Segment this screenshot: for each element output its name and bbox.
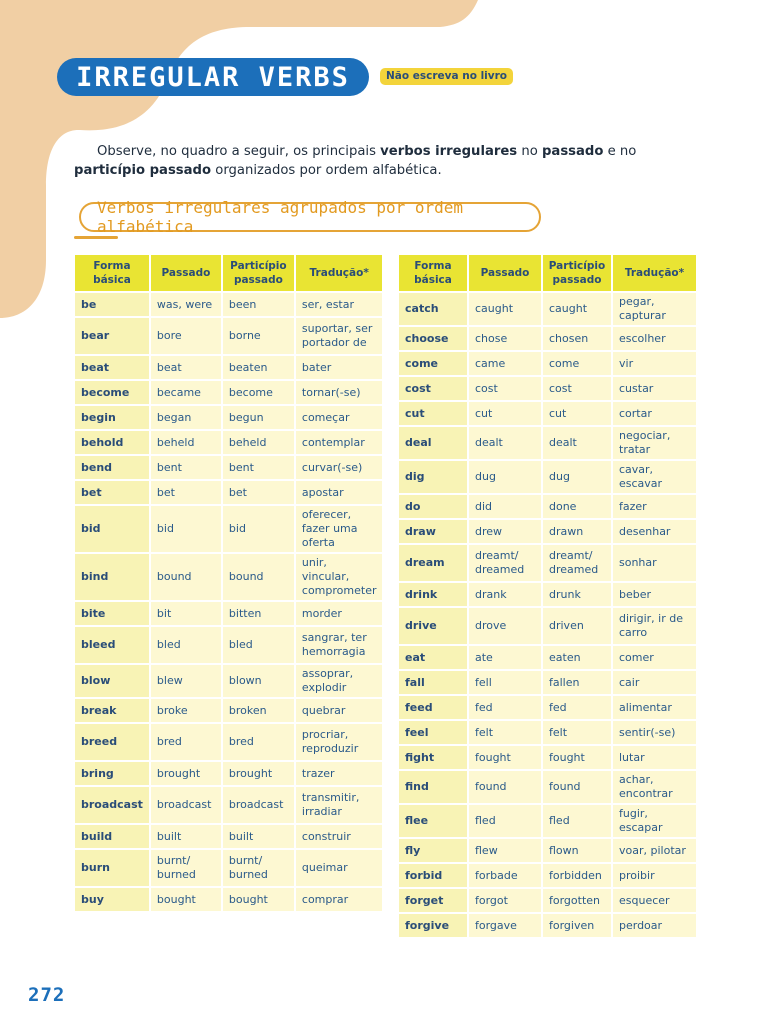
table-row — [75, 627, 382, 663]
base-form-cell: dig — [399, 461, 467, 493]
translation-cell: sentir(-se) — [613, 721, 696, 744]
participle-cell: beaten — [223, 356, 294, 379]
translation-cell: ser, estar — [296, 293, 383, 316]
base-form-cell: eat — [399, 646, 467, 669]
participle-cell: forbidden — [543, 864, 611, 887]
participle-cell: burnt/ burned — [223, 850, 294, 886]
table-row — [399, 746, 696, 769]
translation-cell: negociar, tratar — [613, 427, 696, 459]
past-cell: bore — [151, 318, 221, 354]
past-cell: fed — [469, 696, 541, 719]
participle-cell: bid — [223, 506, 294, 552]
base-form-cell: build — [75, 825, 149, 848]
base-form-cell: fly — [399, 839, 467, 862]
participle-cell: fought — [543, 746, 611, 769]
translation-cell: dirigir, ir de carro — [613, 608, 696, 644]
past-cell: dealt — [469, 427, 541, 459]
participle-cell: bent — [223, 456, 294, 479]
participle-cell: dug — [543, 461, 611, 493]
table-row — [399, 545, 696, 581]
past-cell: fell — [469, 671, 541, 694]
base-form-cell: cost — [399, 377, 467, 400]
translation-cell: apostar — [296, 481, 383, 504]
base-form-cell: beat — [75, 356, 149, 379]
table-row — [75, 406, 382, 429]
table-row — [399, 520, 696, 543]
translation-cell: queimar — [296, 850, 383, 886]
participle-cell: cut — [543, 402, 611, 425]
table-header-row — [75, 255, 382, 291]
translation-cell: construir — [296, 825, 383, 848]
base-form-cell: break — [75, 699, 149, 722]
participle-cell: built — [223, 825, 294, 848]
table-row — [75, 699, 382, 722]
table-row — [399, 646, 696, 669]
base-form-cell: feel — [399, 721, 467, 744]
participle-cell: fallen — [543, 671, 611, 694]
past-cell: beat — [151, 356, 221, 379]
translation-cell: bater — [296, 356, 383, 379]
participle-cell: found — [543, 771, 611, 803]
base-form-cell: behold — [75, 431, 149, 454]
past-cell: chose — [469, 327, 541, 350]
translation-cell: contemplar — [296, 431, 383, 454]
base-form-cell: bite — [75, 602, 149, 625]
base-form-cell: deal — [399, 427, 467, 459]
translation-cell: achar, encontrar — [613, 771, 696, 803]
base-form-cell: do — [399, 495, 467, 518]
past-cell: bled — [151, 627, 221, 663]
participle-cell: blown — [223, 665, 294, 697]
past-cell: did — [469, 495, 541, 518]
base-form-cell: catch — [399, 293, 467, 325]
base-form-cell: broadcast — [75, 787, 149, 823]
participle-cell: driven — [543, 608, 611, 644]
base-form-cell: forbid — [399, 864, 467, 887]
base-form-cell: bring — [75, 762, 149, 785]
past-cell: built — [151, 825, 221, 848]
base-form-cell: feed — [399, 696, 467, 719]
base-form-cell: breed — [75, 724, 149, 760]
table-row — [75, 456, 382, 479]
table-row — [75, 506, 382, 552]
table-row — [399, 608, 696, 644]
base-form-cell: bear — [75, 318, 149, 354]
participle-cell: dealt — [543, 427, 611, 459]
table-row — [75, 318, 382, 354]
past-cell: found — [469, 771, 541, 803]
table-row — [399, 327, 696, 350]
table-row — [399, 377, 696, 400]
past-cell: fled — [469, 805, 541, 837]
participle-cell: drawn — [543, 520, 611, 543]
past-cell: was, were — [151, 293, 221, 316]
table-row — [75, 665, 382, 697]
translation-cell: esquecer — [613, 889, 696, 912]
base-form-cell: draw — [399, 520, 467, 543]
past-cell: caught — [469, 293, 541, 325]
translation-cell: transmitir, irradiar — [296, 787, 383, 823]
translation-cell: começar — [296, 406, 383, 429]
translation-cell: morder — [296, 602, 383, 625]
translation-cell: alimentar — [613, 696, 696, 719]
past-cell: flew — [469, 839, 541, 862]
participle-cell: drunk — [543, 583, 611, 606]
participle-cell: chosen — [543, 327, 611, 350]
past-cell: bred — [151, 724, 221, 760]
translation-cell: cortar — [613, 402, 696, 425]
translation-cell: proibir — [613, 864, 696, 887]
translation-cell: suportar, ser portador de — [296, 318, 383, 354]
translation-cell: curvar(-se) — [296, 456, 383, 479]
participle-cell: beheld — [223, 431, 294, 454]
participle-cell: borne — [223, 318, 294, 354]
base-form-cell: burn — [75, 850, 149, 886]
participle-cell: dreamt/ dreamed — [543, 545, 611, 581]
table-row — [75, 724, 382, 760]
table-row — [75, 825, 382, 848]
table-header-row — [399, 255, 696, 291]
table-row — [399, 352, 696, 375]
table-row — [75, 356, 382, 379]
table-row — [399, 402, 696, 425]
table-row — [399, 889, 696, 912]
base-form-cell: drink — [399, 583, 467, 606]
participle-cell: become — [223, 381, 294, 404]
translation-cell: comprar — [296, 888, 383, 911]
col-header-base-form: Forma básica — [399, 255, 467, 291]
table-row — [399, 495, 696, 518]
participle-cell: felt — [543, 721, 611, 744]
col-header-past: Passado — [469, 255, 541, 291]
col-header-base-form: Forma básica — [75, 255, 149, 291]
table-row — [399, 671, 696, 694]
translation-cell: trazer — [296, 762, 383, 785]
intro-paragraph: Observe, no quadro a seguir, os principais verbos irregulares no passado e no particípio passado organizados por ordem alfabética. — [74, 144, 637, 178]
participle-cell: forgiven — [543, 914, 611, 937]
past-cell: began — [151, 406, 221, 429]
past-cell: drew — [469, 520, 541, 543]
past-cell: bought — [151, 888, 221, 911]
table-row — [399, 427, 696, 459]
past-cell: brought — [151, 762, 221, 785]
participle-cell: bound — [223, 554, 294, 600]
base-form-cell: flee — [399, 805, 467, 837]
col-header-translation: Tradução* — [296, 255, 383, 291]
page-title: IRREGULAR VERBS — [57, 58, 369, 96]
participle-cell: come — [543, 352, 611, 375]
base-form-cell: bid — [75, 506, 149, 552]
base-form-cell: bet — [75, 481, 149, 504]
translation-cell: oferecer, fazer uma oferta — [296, 506, 383, 552]
page-number: 272 — [28, 984, 66, 1006]
base-form-cell: choose — [399, 327, 467, 350]
participle-cell: broken — [223, 699, 294, 722]
translation-cell: beber — [613, 583, 696, 606]
past-cell: became — [151, 381, 221, 404]
table-row — [399, 839, 696, 862]
col-header-translation: Tradução* — [613, 255, 696, 291]
base-form-cell: dream — [399, 545, 467, 581]
base-form-cell: fight — [399, 746, 467, 769]
table-row — [75, 888, 382, 911]
base-form-cell: drive — [399, 608, 467, 644]
participle-cell: caught — [543, 293, 611, 325]
base-form-cell: be — [75, 293, 149, 316]
table-row — [399, 864, 696, 887]
past-cell: burnt/ burned — [151, 850, 221, 886]
translation-cell: custar — [613, 377, 696, 400]
past-cell: broadcast — [151, 787, 221, 823]
col-header-past: Passado — [151, 255, 221, 291]
participle-cell: fled — [543, 805, 611, 837]
past-cell: broke — [151, 699, 221, 722]
past-cell: forbade — [469, 864, 541, 887]
participle-cell: broadcast — [223, 787, 294, 823]
past-cell: bet — [151, 481, 221, 504]
translation-cell: fugir, escapar — [613, 805, 696, 837]
table-row — [399, 805, 696, 837]
translation-cell: quebrar — [296, 699, 383, 722]
participle-cell: begun — [223, 406, 294, 429]
table-row — [75, 431, 382, 454]
participle-cell: bought — [223, 888, 294, 911]
table-row — [399, 721, 696, 744]
past-cell: forgave — [469, 914, 541, 937]
col-header-participle: Particípio passado — [543, 255, 611, 291]
translation-cell: tornar(-se) — [296, 381, 383, 404]
participle-cell: flown — [543, 839, 611, 862]
past-cell: cut — [469, 402, 541, 425]
base-form-cell: bend — [75, 456, 149, 479]
base-form-cell: bind — [75, 554, 149, 600]
base-form-cell: fall — [399, 671, 467, 694]
past-cell: bound — [151, 554, 221, 600]
section-title-underline — [74, 236, 118, 239]
left-verbs-table — [73, 253, 384, 913]
participle-cell: cost — [543, 377, 611, 400]
translation-cell: unir, vincular, comprometer — [296, 554, 383, 600]
table-row — [75, 602, 382, 625]
base-form-cell: find — [399, 771, 467, 803]
past-cell: beheld — [151, 431, 221, 454]
participle-cell: bred — [223, 724, 294, 760]
translation-cell: assoprar, explodir — [296, 665, 383, 697]
col-header-participle: Particípio passado — [223, 255, 294, 291]
table-row — [75, 787, 382, 823]
translation-cell: sonhar — [613, 545, 696, 581]
translation-cell: escolher — [613, 327, 696, 350]
base-form-cell: cut — [399, 402, 467, 425]
past-cell: dug — [469, 461, 541, 493]
translation-cell: fazer — [613, 495, 696, 518]
translation-cell: sangrar, ter hemorragia — [296, 627, 383, 663]
participle-cell: bled — [223, 627, 294, 663]
base-form-cell: come — [399, 352, 467, 375]
table-row — [399, 461, 696, 493]
table-row — [75, 850, 382, 886]
translation-cell: procriar, reproduzir — [296, 724, 383, 760]
table-row — [75, 381, 382, 404]
table-row — [75, 762, 382, 785]
table-row — [75, 293, 382, 316]
table-row — [399, 696, 696, 719]
base-form-cell: bleed — [75, 627, 149, 663]
past-cell: came — [469, 352, 541, 375]
past-cell: blew — [151, 665, 221, 697]
past-cell: felt — [469, 721, 541, 744]
base-form-cell: forgive — [399, 914, 467, 937]
past-cell: bit — [151, 602, 221, 625]
participle-cell: been — [223, 293, 294, 316]
translation-cell: lutar — [613, 746, 696, 769]
past-cell: forgot — [469, 889, 541, 912]
dont-write-badge: Não escreva no livro — [380, 68, 513, 85]
table-row — [399, 771, 696, 803]
past-cell: dreamt/ dreamed — [469, 545, 541, 581]
translation-cell: perdoar — [613, 914, 696, 937]
translation-cell: cavar, escavar — [613, 461, 696, 493]
past-cell: ate — [469, 646, 541, 669]
table-row — [399, 583, 696, 606]
table-row — [399, 914, 696, 937]
past-cell: bid — [151, 506, 221, 552]
translation-cell: vir — [613, 352, 696, 375]
past-cell: bent — [151, 456, 221, 479]
translation-cell: desenhar — [613, 520, 696, 543]
translation-cell: voar, pilotar — [613, 839, 696, 862]
base-form-cell: begin — [75, 406, 149, 429]
translation-cell: cair — [613, 671, 696, 694]
table-row — [399, 293, 696, 325]
participle-cell: fed — [543, 696, 611, 719]
table-row — [75, 481, 382, 504]
past-cell: cost — [469, 377, 541, 400]
past-cell: drank — [469, 583, 541, 606]
participle-cell: brought — [223, 762, 294, 785]
base-form-cell: forget — [399, 889, 467, 912]
translation-cell: pegar, capturar — [613, 293, 696, 325]
participle-cell: done — [543, 495, 611, 518]
section-title: Verbos irregulares agrupados por ordem alfabética — [79, 202, 541, 232]
base-form-cell: become — [75, 381, 149, 404]
base-form-cell: buy — [75, 888, 149, 911]
participle-cell: bitten — [223, 602, 294, 625]
translation-cell: comer — [613, 646, 696, 669]
participle-cell: eaten — [543, 646, 611, 669]
base-form-cell: blow — [75, 665, 149, 697]
past-cell: fought — [469, 746, 541, 769]
right-verbs-table — [397, 253, 698, 939]
participle-cell: forgotten — [543, 889, 611, 912]
past-cell: drove — [469, 608, 541, 644]
table-row — [75, 554, 382, 600]
participle-cell: bet — [223, 481, 294, 504]
